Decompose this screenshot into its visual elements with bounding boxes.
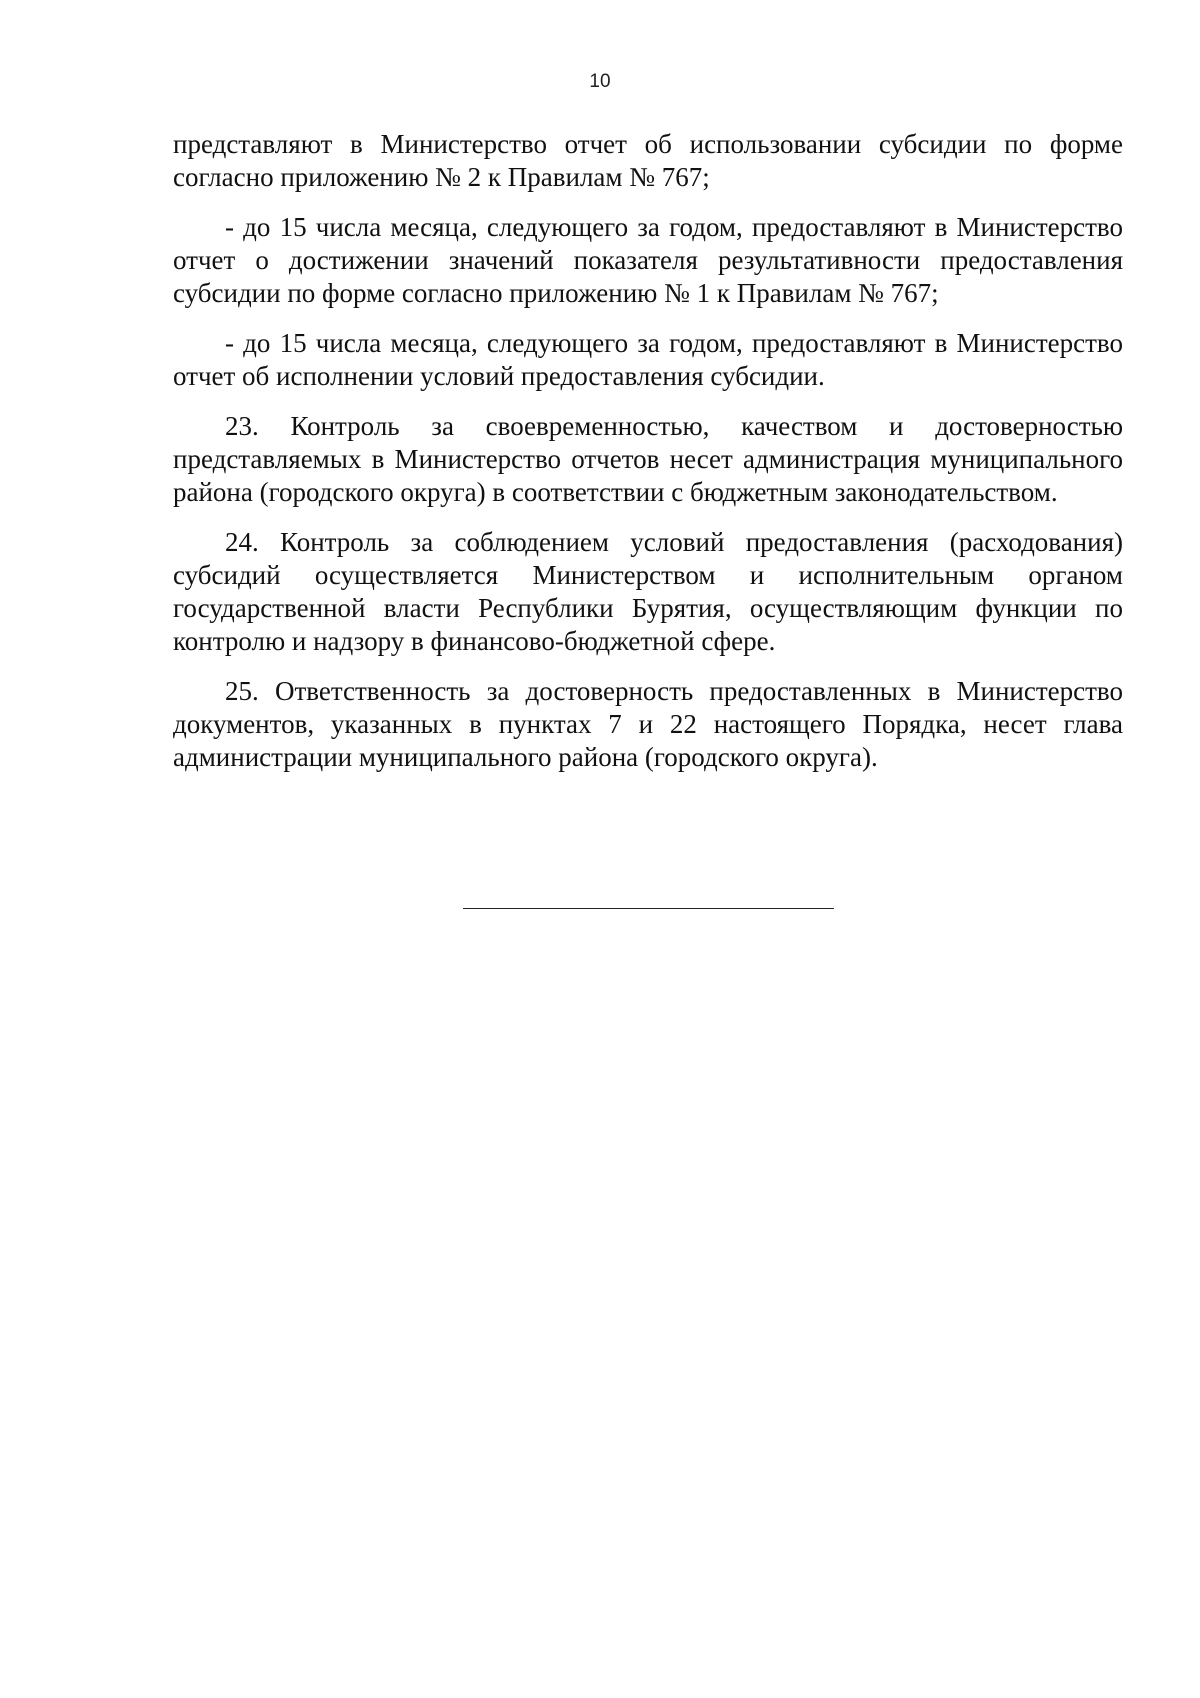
document-body: [173, 128, 1123, 791]
paragraph-report-conditions: - до 15 числа месяца, следующего за годом, предоставляют в Министерство отчет об исполнении условий предоставления субсидии.: [173, 328, 1123, 391]
paragraph-report-indicator: - до 15 числа месяца, следующего за годом, предоставляют в Министерство отчет о достижении значений показателя результативности предоставления субсидии по форме согласно приложению № 1 к Правилам № 767;: [173, 212, 1123, 308]
paragraph-23: 23. Контроль за своевременностью, качеством и достоверностью представляемых в Министерство отчетов несет администрация муниципального района (городского округа) в соответствии с бюджетным законодательством.: [173, 411, 1123, 507]
paragraph-report-usage: представляют в Министерство отчет об использовании субсидии по форме согласно приложению № 2 к Правилам № 767;: [173, 129, 1123, 192]
paragraph-25: 25. Ответственность за достоверность предоставленных в Министерство документов, указанных в пунктах 7 и 22 настоящего Порядка, несет глава администрации муниципального района (городского округа).: [173, 676, 1123, 772]
page-number: 10: [589, 71, 611, 92]
end-of-document-rule: [463, 908, 834, 909]
paragraph-24: 24. Контроль за соблюдением условий предоставления (расходования) субсидий осуществляется Министерством и исполнительным органом государственной власти Республики Бурятия, осуществляющим функции по контролю и надзору в финансово-бюджетной сфере.: [173, 527, 1123, 656]
